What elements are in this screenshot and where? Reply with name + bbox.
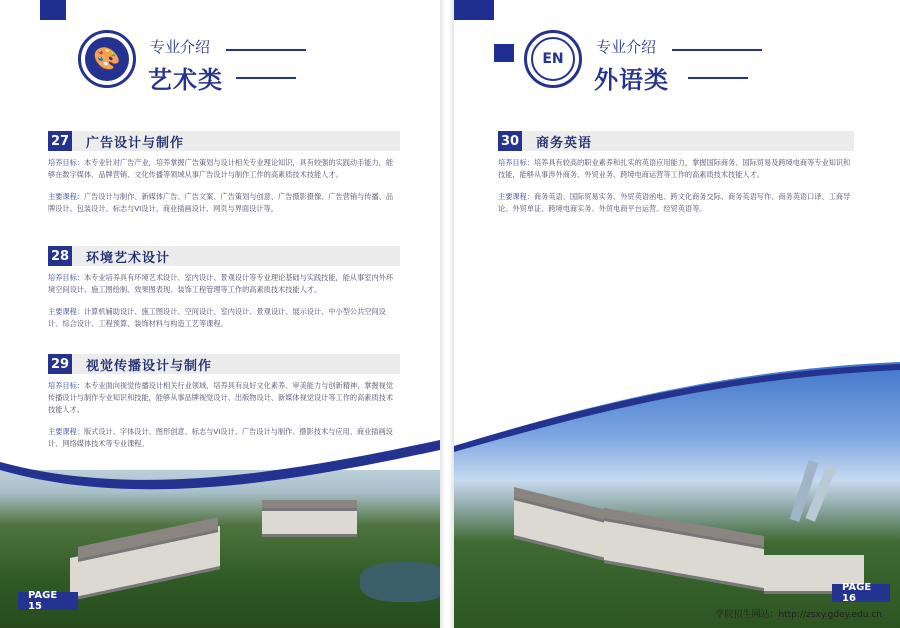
section-title: 广告设计与制作 <box>86 135 185 151</box>
para-label: 主要课程： <box>48 427 84 436</box>
section-number: 30 <box>498 131 522 151</box>
para-label: 培养目标： <box>48 158 84 167</box>
para-label: 主要课程： <box>48 192 84 201</box>
para-label: 培养目标： <box>498 158 534 167</box>
para-text: 商务英语、国际贸易实务、外贸英语函电、跨文化商务交际、商务英语写作、商务英语口译、工商导论、外贸单证、跨境电商实务、外贸电商平台运营、经贸英语等。 <box>498 192 851 213</box>
header-subtitle: 专业介绍 <box>596 38 657 56</box>
section-title: 商务英语 <box>536 135 593 151</box>
book-gutter <box>440 0 454 628</box>
section-number: 27 <box>48 131 72 151</box>
para-text: 版式设计、字体设计、图形创意、标志与VI设计、广告设计与制作、摄影技术与应用、商业插画设计、网络媒体技术等专业课程。 <box>48 427 393 448</box>
left-page <box>0 0 440 628</box>
para-label: 主要课程： <box>48 307 84 316</box>
para-text: 本专业面向视觉传播设计相关行业领域，培养具有良好文化素养、审美能力与创新精神，掌握视觉传播设计与制作专业知识和技能，能够从事品牌视觉设计、出版物设计、新媒体视觉设计等工作的高素质技术技能人才。 <box>48 381 394 414</box>
section-number: 29 <box>48 354 72 374</box>
para-text: 本专业培养具有环境艺术设计、室内设计、景观设计等专业理论基础与实践技能，能从事室内外环境空间设计、施工图绘制、效果图表现、装饰工程管理等工作的高素质技术技能人才。 <box>48 273 394 294</box>
page-number: PAGE 15 <box>18 592 78 610</box>
header-title: 外语类 <box>594 66 669 94</box>
section-number: 28 <box>48 246 72 266</box>
right-page <box>454 0 900 628</box>
wave-divider <box>454 0 900 628</box>
palette-icon: 🎨 <box>85 37 129 81</box>
para-text: 本专业针对广告产业，培养掌握广告策划与设计相关专业理论知识，具有较强的实践动手能力，能够在数字媒体、品牌营销、文化传播等领域从事广告设计与制作工作的高素质技术技能人才。 <box>48 158 394 179</box>
website-url: 学院招生网站：http://zsxy.gdey.edu.cn <box>715 610 882 620</box>
para-label: 培养目标： <box>48 273 84 282</box>
header-title: 艺术类 <box>148 66 223 94</box>
section-title: 视觉传播设计与制作 <box>86 358 213 374</box>
en-icon: EN <box>531 37 575 81</box>
wave-divider <box>0 0 440 628</box>
para-text: 培养具有较高的职业素养和扎实的英语应用能力，掌握国际商务、国际贸易及跨境电商等专业知识和技能，能够从事涉外商务、外贸业务、跨境电商运营等工作的高素质技术技能人才。 <box>498 158 851 179</box>
para-text: 广告设计与制作、新媒体广告、广告文案、广告策划与创意、广告摄影摄像、广告营销与传播、品牌设计、包装设计、标志与VI设计、商业插画设计、网页与界面设计等。 <box>48 192 394 213</box>
para-label: 主要课程： <box>498 192 534 201</box>
page-number: PAGE 16 <box>832 584 890 602</box>
section-title: 环境艺术设计 <box>86 250 171 266</box>
header-subtitle: 专业介绍 <box>150 38 211 56</box>
para-label: 培养目标： <box>48 381 84 390</box>
para-text: 计算机辅助设计、施工图设计、空间设计、室内设计、景观设计、展示设计、中小型公共空间设计、综合设计、工程预算、装饰材料与构造工艺等课程。 <box>48 307 386 328</box>
